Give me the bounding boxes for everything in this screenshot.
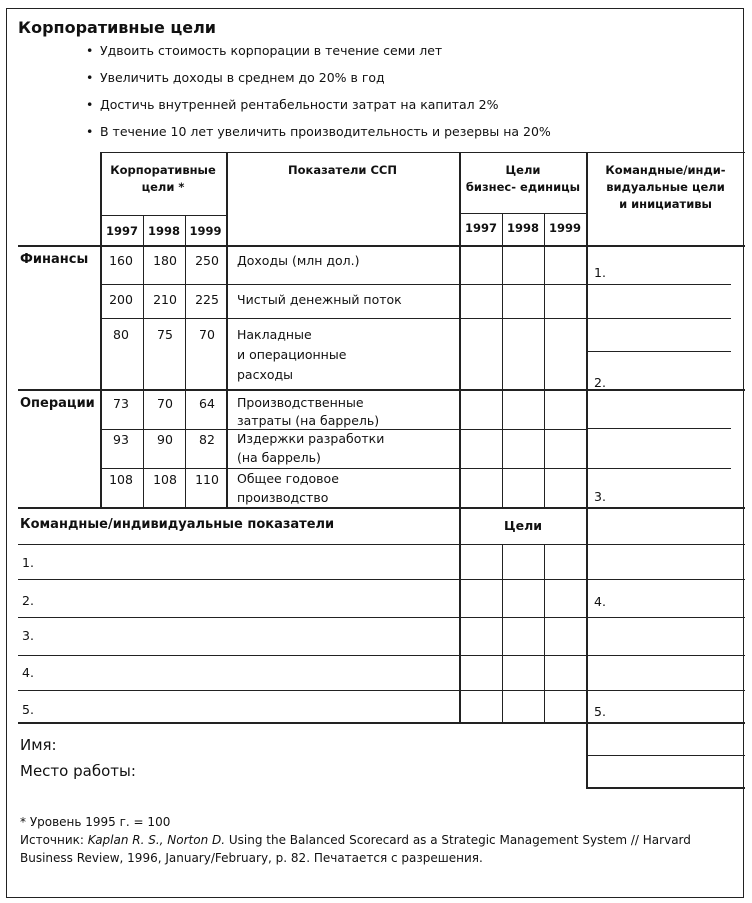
indicator-label: Доходы (млн дол.) — [237, 253, 360, 268]
team-row-number: 1. — [22, 555, 34, 570]
source-authors: Kaplan R. S., Norton D. — [87, 833, 226, 847]
team-row-number: 3. — [22, 628, 34, 643]
workplace-label: Место работы: — [20, 762, 136, 780]
table-cell: 80 — [113, 327, 129, 342]
table-cell: 70 — [157, 396, 173, 411]
table-cell: 110 — [195, 472, 219, 487]
table-cell: 108 — [153, 472, 177, 487]
table-cell: 73 — [113, 396, 129, 411]
table-cell: 82 — [199, 432, 215, 447]
indicator-label: Издержки разработки — [237, 431, 385, 446]
indicator-label: Производственные — [237, 395, 364, 410]
table-cell: 108 — [109, 472, 133, 487]
table-cell: 93 — [113, 432, 129, 447]
team-indicators-header: Командные/индивидуальные показатели — [20, 517, 335, 532]
section-label-operations: Операции — [20, 396, 95, 411]
page-title: Корпоративные цели — [18, 18, 217, 37]
bullet-item: • В течение 10 лет увеличить производительность и резервы на 20% — [100, 124, 551, 139]
bullet-item: • Достичь внутренней рентабельности затрат на капитал 2% — [100, 97, 498, 112]
table-cell: 210 — [153, 292, 177, 307]
name-label: Имя: — [20, 736, 57, 754]
header-corp-goals: Корпоративные — [110, 163, 216, 177]
header-bu-goals: Цели — [505, 163, 541, 177]
indicator-label: и операционные — [237, 347, 347, 362]
year-header: 1999 — [189, 224, 222, 238]
table-cell: 70 — [199, 327, 215, 342]
initiative-number: 2. — [594, 375, 606, 390]
team-row-number: 2. — [22, 593, 34, 608]
team-row-number: 5. — [22, 702, 34, 717]
table-cell: 225 — [195, 292, 219, 307]
year-header: 1998 — [506, 221, 539, 235]
team-row-number: 4. — [22, 665, 34, 680]
footnote-source — [20, 833, 691, 847]
table-cell: 250 — [195, 253, 219, 268]
footnote-level: * Уровень 1995 г. = 100 — [20, 815, 171, 829]
table-cell: 160 — [109, 253, 133, 268]
bullet-item: • Удвоить стоимость корпорации в течение семи лет — [100, 43, 442, 58]
header-team-goals-line3: и инициативы — [619, 197, 712, 211]
indicator-label: Накладные — [237, 327, 312, 342]
header-bu-goals-line2: бизнес- единицы — [465, 180, 581, 194]
source-prefix: Источник: — [20, 833, 88, 847]
year-header: 1998 — [147, 224, 180, 238]
header-team-goals-line2: видуальные цели — [606, 180, 725, 194]
header-team-goals: Командные/инди- — [605, 163, 726, 177]
year-header: 1997 — [105, 224, 138, 238]
section-label-finance: Финансы — [20, 252, 89, 267]
initiative-number: 4. — [594, 594, 606, 609]
table-cell: 75 — [157, 327, 173, 342]
year-header: 1997 — [464, 221, 497, 235]
indicator-label: Общее годовое — [237, 471, 339, 486]
initiative-number: 1. — [594, 265, 606, 280]
table-cell: 90 — [157, 432, 173, 447]
footnote-source-line2: Business Review, 1996, January/February, p. 82. Печатается с разрешения. — [20, 851, 483, 865]
indicator-label: Чистый денежный поток — [237, 292, 402, 307]
indicator-label: затраты (на баррель) — [237, 413, 380, 428]
initiative-number: 3. — [594, 489, 606, 504]
indicator-label: (на баррель) — [237, 450, 321, 465]
table-cell: 180 — [153, 253, 177, 268]
indicator-label: расходы — [237, 367, 294, 382]
year-header: 1999 — [548, 221, 581, 235]
goals-header: Цели — [504, 518, 542, 533]
source-title: Using the Balanced Scorecard as a Strategic Management System // Harvard — [225, 833, 691, 847]
indicator-label: производство — [237, 490, 329, 505]
table-cell: 64 — [199, 396, 215, 411]
initiative-number: 5. — [594, 704, 606, 719]
table-cell: 200 — [109, 292, 133, 307]
header-bsc-indicators: Показатели ССП — [288, 163, 397, 177]
header-corp-goals-line2: цели * — [141, 180, 185, 194]
bullet-item: • Увеличить доходы в среднем до 20% в год — [100, 70, 385, 85]
